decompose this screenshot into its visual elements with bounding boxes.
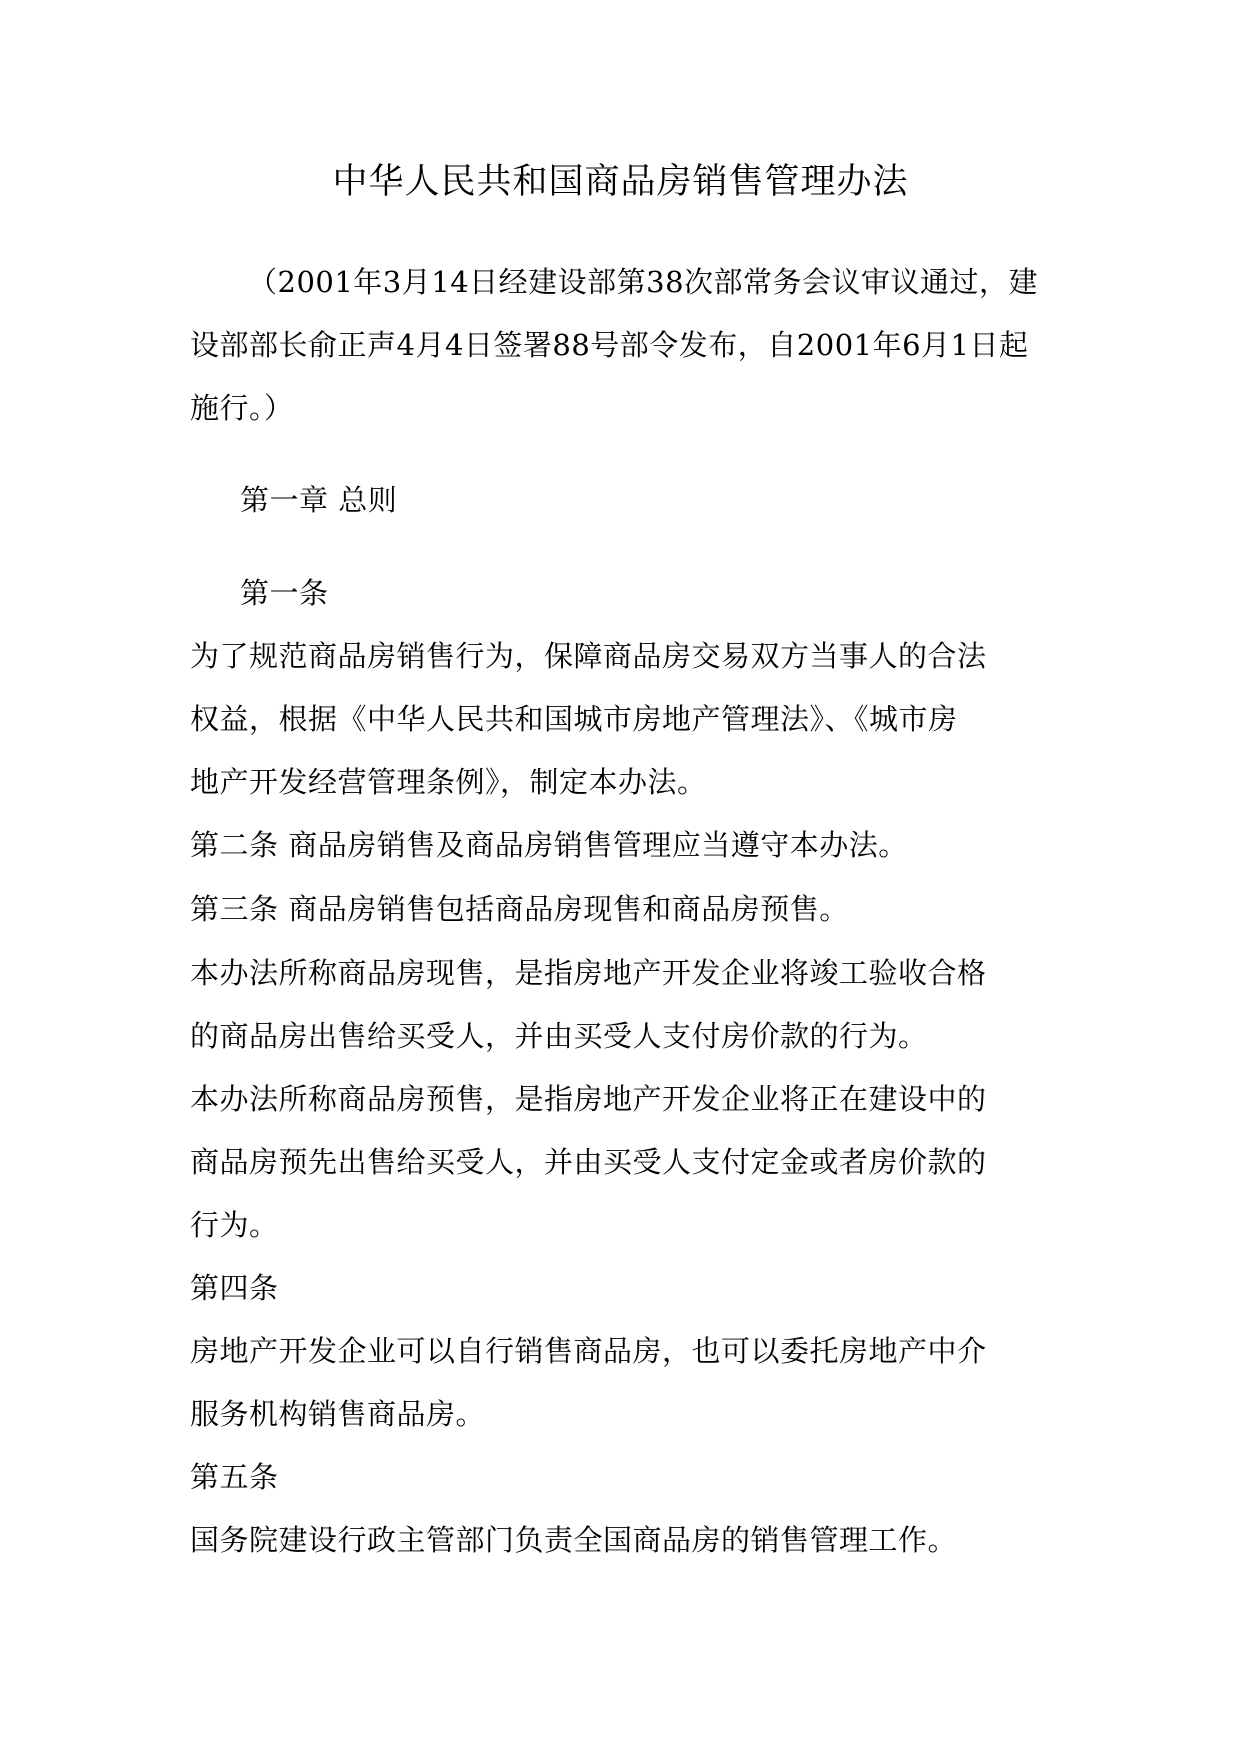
article1-heading: 第一条 [240, 576, 329, 610]
article1-line-3: 地产开发经营管理条例》，制定本办法。 [190, 765, 707, 799]
article3-sale-line-2: 的商品房出售给买受人，并由买受人支付房价款的行为。 [190, 1019, 928, 1053]
article3-line: 第三条 商品房销售包括商品房现售和商品房预售。 [190, 892, 849, 926]
preamble-line-2: 设部部长俞正声4月4日签署88号部令发布，自2001年6月1日起 [190, 328, 1029, 362]
article2-line: 第二条 商品房销售及商品房销售管理应当遵守本办法。 [190, 828, 908, 862]
chapter-heading: 第一章 总则 [240, 483, 398, 517]
article3-presale-line-1: 本办法所称商品房预售，是指房地产开发企业将正在建设中的 [190, 1082, 987, 1116]
article5-heading: 第五条 [190, 1460, 279, 1494]
document-title: 中华人民共和国商品房销售管理办法 [332, 162, 909, 202]
article4-line-1: 房地产开发企业可以自行销售商品房，也可以委托房地产中介 [190, 1334, 987, 1368]
article4-line-2: 服务机构销售商品房。 [190, 1397, 486, 1431]
preamble-line-3: 施行。） [190, 391, 294, 425]
article3-presale-line-3: 行为。 [190, 1208, 279, 1242]
article3-presale-line-2: 商品房预先出售给买受人，并由买受人支付定金或者房价款的 [190, 1145, 987, 1179]
article1-line-2: 权益，根据《中华人民共和国城市房地产管理法》、《城市房 [190, 702, 958, 736]
article4-heading: 第四条 [190, 1271, 279, 1305]
article3-sale-line-1: 本办法所称商品房现售，是指房地产开发企业将竣工验收合格 [190, 956, 987, 990]
article1-line-1: 为了规范商品房销售行为，保障商品房交易双方当事人的合法 [190, 639, 987, 673]
preamble-line-1: （2001年3月14日经建设部第38次部常务会议审议通过，建 [248, 265, 1039, 299]
article5-line-1: 国务院建设行政主管部门负责全国商品房的销售管理工作。 [190, 1523, 958, 1557]
